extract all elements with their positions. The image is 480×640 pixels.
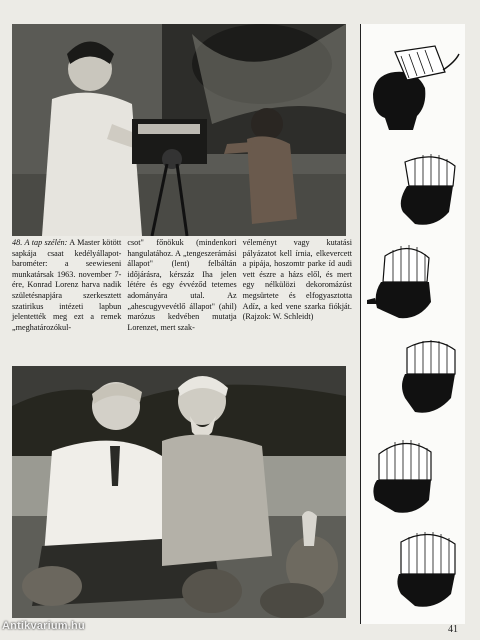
caption-text-3: véleményt vagy kutatási pályázatot kell írnia, elkevercett a pipája, hoszomtr parke íd audi vett észre a házs elől, és mert egy nélkülözi dekoromázúst megsürtete és elfogyasztotta Adíz, a ked vene szarka fiókját. bbox=[242, 238, 352, 311]
head-silhouette-1 bbox=[365, 44, 461, 130]
head-silhouette-5 bbox=[365, 432, 461, 518]
photo-caption bbox=[12, 238, 352, 342]
watermark-site: Antikvarium.hu bbox=[2, 620, 85, 632]
head-silhouette-2 bbox=[365, 142, 461, 228]
caption-column-1 bbox=[12, 238, 121, 342]
caption-lead: 48. A tap szélén: bbox=[12, 238, 68, 247]
head-silhouette-4 bbox=[365, 334, 461, 420]
caption-column-2 bbox=[127, 238, 236, 342]
caption-text-1: A Master kötött sapkája csaat kedélyállapot-barométer: a seewieseni munkatársak 1963. november 7-ére, Konrad Lorenz harva nadik születésnapjára szerkesztett szatirikus intézeti lapbun jelentették meg ezt a remek „meghatározókul- bbox=[12, 238, 122, 332]
caption-text-2: csot" főnökuk (mindenkori hangulatához. A „tengeszerámási állapot" (lent) felbáltán időjárásra, kérszáz Iha jelen létére és egy évvéződ tetemes adományára utal. Az „ahescugyvevétlő állapot" (ahil) marózus kedvében mutatja Lorenzet, mert szak- bbox=[127, 238, 237, 332]
caricature-strip bbox=[360, 24, 465, 624]
page-number: 41 bbox=[448, 624, 458, 635]
head-silhouette-6 bbox=[365, 524, 461, 610]
top-photo bbox=[12, 24, 346, 236]
head-silhouette-3 bbox=[365, 238, 461, 324]
caption-credit: (Rajzok: W. Schleidt) bbox=[242, 312, 314, 322]
bottom-photo bbox=[12, 366, 346, 618]
caption-column-3 bbox=[243, 238, 352, 342]
